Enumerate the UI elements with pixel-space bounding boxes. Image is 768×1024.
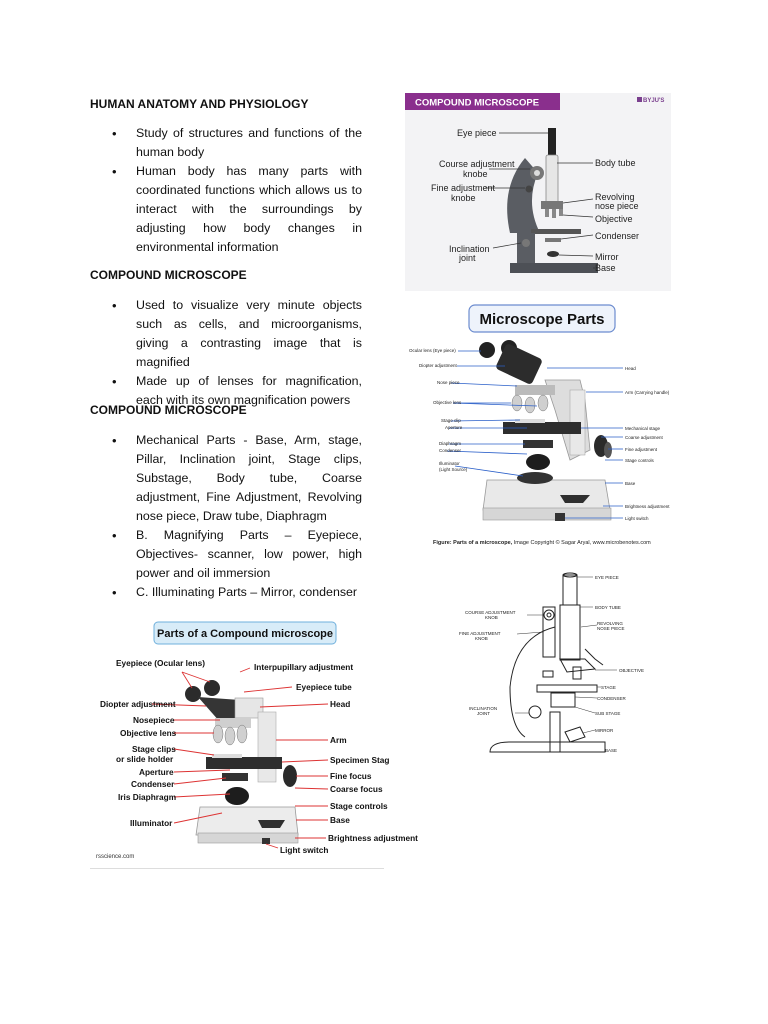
microscope-parts-diagram <box>405 300 671 550</box>
label-interpupillary-adjustment: Interpupillary adjustment <box>254 662 354 672</box>
label-stage-controls: Stage controls <box>625 458 654 463</box>
label-joint: joint <box>459 253 476 263</box>
label-fine-adjustment: FINE ADJUSTMENT <box>459 631 501 636</box>
label-brightness-adjustment: Brightness adjustment <box>625 504 670 509</box>
label-fine-adjustment: Fine adjustment <box>431 183 496 193</box>
bullet-item: • Mechanical Parts - Base, Arm, stage, Pillar, Inclination joint, Stage clips, Substage, Body tube, Coarse adjustment, Fine Adjustment, Revolving nose piece, Draw tube, Diaphragm <box>90 431 362 526</box>
section-compound-microscope-2 <box>90 401 362 602</box>
bullet-item: • B. Magnifying Parts – Eyepiece, Objectives- scanner, low power, high power and oil immersion <box>90 526 362 583</box>
source-credit: rsscience.com <box>96 854 135 860</box>
label-body-tube: Body tube <box>595 158 636 168</box>
label-mechanical-stage: Mechanical stage <box>625 426 661 431</box>
figure-microscope-sketch <box>455 567 645 757</box>
figure-title: COMPOUND MICROSCOPE <box>415 97 540 109</box>
label-diaphragm: Diaphragm <box>439 441 462 446</box>
byjus-diagram <box>405 93 671 291</box>
label-base: Base <box>625 481 636 486</box>
bullet-list <box>90 431 362 602</box>
figure-rsscience-compound-microscope <box>90 612 418 869</box>
label-light-source: (Light Source) <box>439 467 468 472</box>
label-stage-clip: Stage clip <box>441 418 461 423</box>
label-coarse-adjustment: Coarse adjustment <box>625 435 663 440</box>
label-ocular-lens: Ocular lens (Eye piece) <box>409 348 456 353</box>
label-mirror: MIRROR <box>595 728 614 733</box>
label-nose-piece: nose piece <box>595 201 639 211</box>
label-nose-piece: Nose piece <box>437 380 460 385</box>
heading-human-anatomy: HUMAN ANATOMY AND PHYSIOLOGY <box>90 97 309 111</box>
label-head: Head <box>625 366 636 371</box>
figure-title: Microscope Parts <box>479 311 605 328</box>
label-diopter-adjustment: Diopter adjustment <box>100 699 176 709</box>
label-stage: STAGE <box>601 685 616 690</box>
label-eyepiece-tube: Eyepiece tube <box>296 682 352 692</box>
bullet-item: • Human body has many parts with coordinated functions which allows us to interact with the surroundings by adjusting how body changes in environmental information <box>90 162 362 257</box>
label-sub-stage: SUB STAGE <box>595 711 621 716</box>
sketch-diagram <box>455 567 645 757</box>
label-condenser: Condenser <box>131 779 175 789</box>
label-fine-adjustment: Fine adjustment <box>625 447 658 452</box>
label-condenser: Condenser <box>439 448 462 453</box>
label-joint: JOINT <box>477 711 490 716</box>
figure-byjus-compound-microscope <box>405 93 671 291</box>
label-arm: Arm <box>330 735 347 745</box>
label-nose-piece: NOSE PIECE <box>597 626 625 631</box>
microscope-illustration <box>479 340 612 521</box>
label-aperture: Aperture <box>445 425 463 430</box>
label-diopter-adjustment: Diopter adjustment <box>419 363 457 368</box>
label-condenser: CONDENSER <box>597 696 626 701</box>
label-head: Head <box>330 699 351 709</box>
bullet-list <box>90 296 362 410</box>
sketch-illustration <box>490 573 605 752</box>
bullet-item: • C. Illuminating Parts – Mirror, condenser <box>90 583 362 602</box>
label-eye-piece: Eye piece <box>457 128 497 138</box>
byjus-logo: BYJU'S <box>643 98 665 104</box>
label-coarse-focus: Coarse focus <box>330 784 383 794</box>
label-base: Base <box>595 263 616 273</box>
label-light-switch: Light switch <box>625 516 649 521</box>
label-brightness-adjustment: Brightness adjustment <box>328 833 418 843</box>
label-base: Base <box>330 815 350 825</box>
label-eyepiece: Eyepiece (Ocular lens) <box>116 658 206 668</box>
heading-compound-microscope: COMPOUND MICROSCOPE <box>90 403 247 417</box>
label-fine-adjustment-2: knobe <box>451 193 476 203</box>
label-condenser: Condenser <box>595 231 640 241</box>
byjus-logo-icon <box>637 97 642 102</box>
label-iris-diaphragm: Iris Diaphragm <box>118 792 177 802</box>
figure-title: Parts of a Compound microscope <box>156 628 334 640</box>
label-illuminator: Illuminator <box>130 818 173 828</box>
bullet-list <box>90 124 362 257</box>
label-fine-focus: Fine focus <box>330 771 372 781</box>
bullet-item: • Used to visualize very minute objects such as cells, and microorganisms, giving a contrasting image that is magnified <box>90 296 362 372</box>
heading-compound-microscope: COMPOUND MICROSCOPE <box>90 268 247 282</box>
label-course-adjustment-2: knobe <box>463 169 488 179</box>
label-stage-clips: Stage clips <box>132 744 176 754</box>
label-light-switch: Light switch <box>280 845 329 855</box>
label-course-adjustment: Course adjustment <box>439 159 515 169</box>
label-revolving: REVOLVING <box>597 621 623 626</box>
label-fine-knob: KNOB <box>475 636 488 641</box>
label-arm: Arm (Carrying handle) <box>625 390 670 395</box>
label-course-adjustment: COURSE ADJUSTMENT <box>465 610 516 615</box>
label-revolving: Revolving <box>595 192 635 202</box>
label-slide-holder: or slide holder <box>116 754 174 764</box>
label-course-knob: KNOB <box>485 615 498 620</box>
label-specimen-stage: Specimen Stag <box>330 755 390 765</box>
label-inclination: Inclination <box>449 244 490 254</box>
label-base: BASE <box>605 748 618 753</box>
label-nosepiece: Nosepiece <box>133 715 175 725</box>
label-objective-lens: Objective lens <box>120 728 177 738</box>
label-mirror: Mirror <box>595 252 619 262</box>
label-body-tube: BODY TUBE <box>595 605 621 610</box>
microscope-illustration <box>185 680 298 844</box>
bullet-item: • Study of structures and functions of the human body <box>90 124 362 162</box>
label-aperture: Aperture <box>139 767 174 777</box>
section-human-anatomy <box>90 95 362 257</box>
label-objective-lens: Objective lens <box>433 400 462 405</box>
label-illuminator: Illuminator <box>439 461 460 466</box>
section-compound-microscope-1 <box>90 266 362 410</box>
label-objective: OBJECTIVE <box>619 668 645 673</box>
label-inclination: INCLINATION <box>469 706 498 711</box>
label-stage-controls: Stage controls <box>330 801 388 811</box>
figure-microscope-parts <box>405 300 671 550</box>
label-objective: Objective <box>595 214 633 224</box>
bullet-item: • Made up of lenses for magnification, each with its own magnification powers <box>90 372 362 410</box>
label-eye-piece: EYE PIECE <box>595 575 619 580</box>
rsscience-diagram <box>90 612 418 868</box>
figure-caption: Figure: Parts of a microscope, Image Copyright © Sagar Aryal, www.microbenotes.com <box>433 540 651 546</box>
